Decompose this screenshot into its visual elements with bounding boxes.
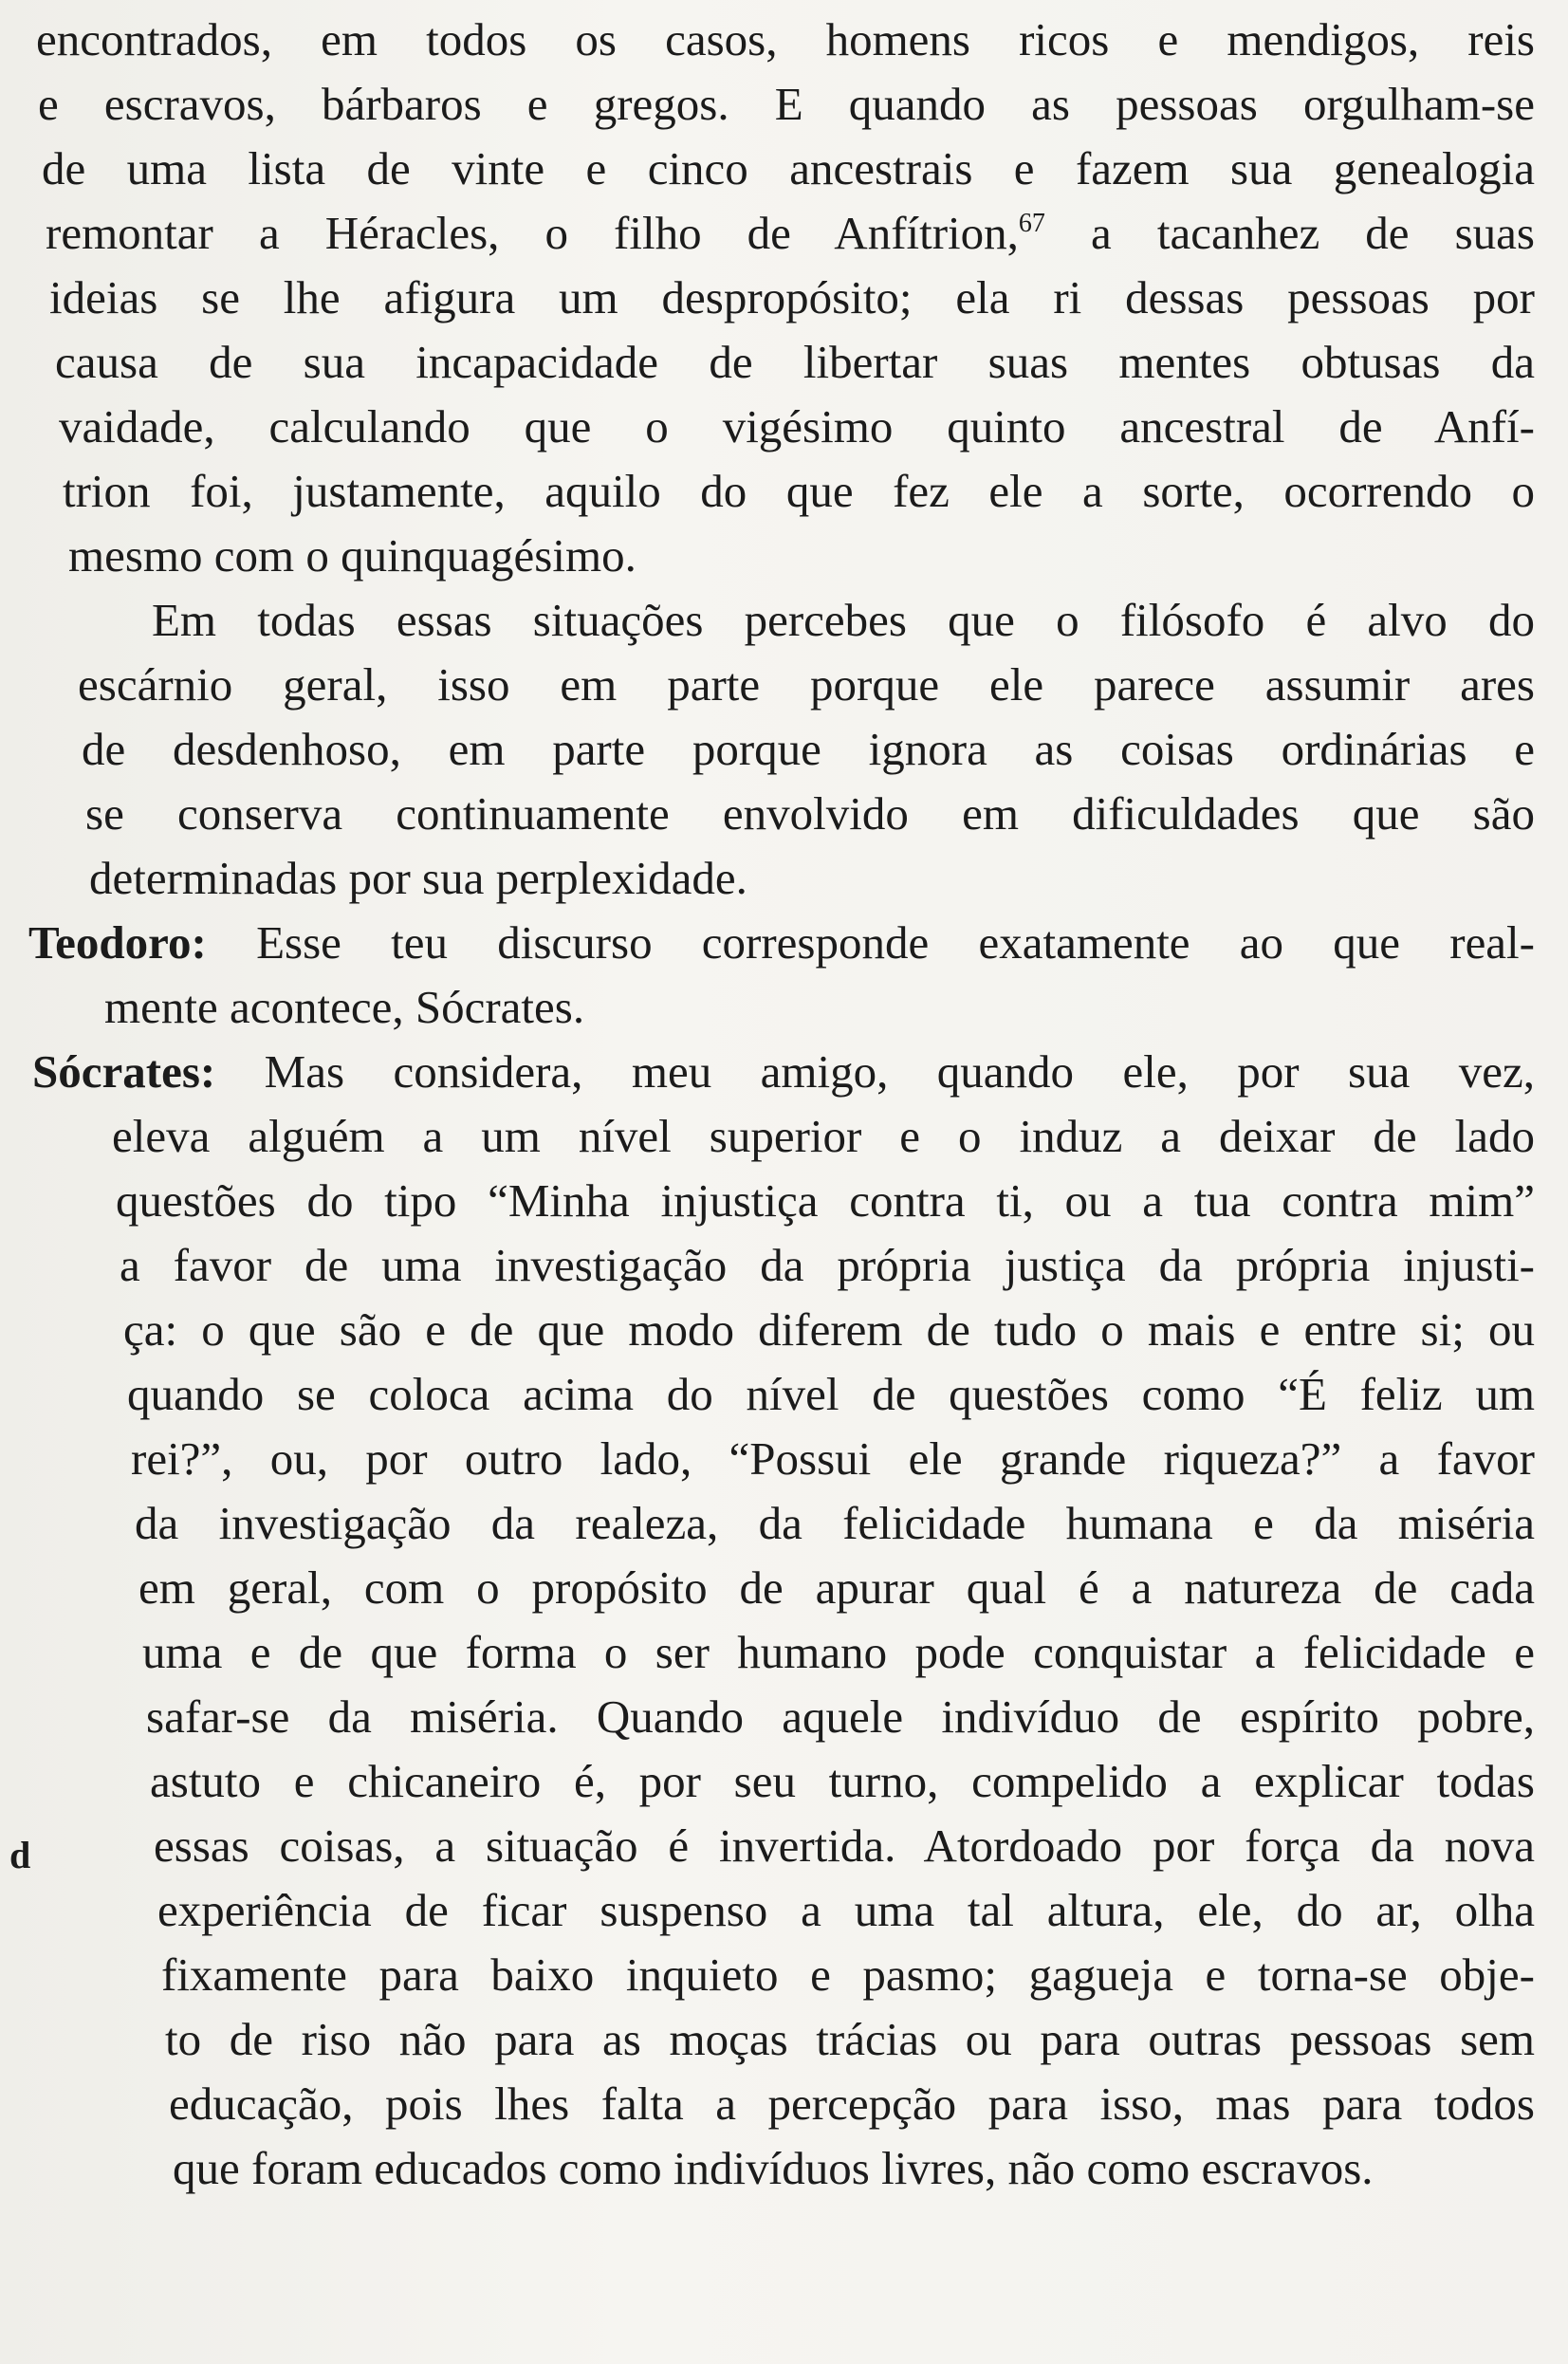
dialogue-line-socrates <box>32 1045 1535 1104</box>
text-line: ideias se lhe afigura um despropósito; ela ri dessas pessoas por <box>49 271 1535 323</box>
speaker-label: Sócrates: <box>32 1045 216 1098</box>
text-line: a favor de uma investigação da própria justiça da própria injusti- <box>120 1239 1535 1291</box>
text-line: Em todas essas situações percebes que o filósofo é alvo do <box>152 594 1535 646</box>
text-line: eleva alguém a um nível superior e o induz a deixar de lado <box>112 1110 1535 1162</box>
text-line: safar-se da miséria. Quando aquele indivíduo de espírito pobre, <box>146 1690 1535 1743</box>
text-line: encontrados, em todos os casos, homens ricos e mendigos, reis <box>36 13 1535 65</box>
text-line: uma e de que forma o ser humano pode conquistar a felicidade e <box>142 1626 1535 1678</box>
text-line: quando se coloca acima do nível de questões como “É feliz um <box>127 1368 1535 1420</box>
text-line: escárnio geral, isso em parte porque ele parece assumir ares <box>78 658 1535 711</box>
text-line: questões do tipo “Minha injustiça contra ti, ou a tua contra mim” <box>116 1174 1535 1227</box>
text-line: mente acontece, Sócrates. <box>104 981 585 1033</box>
text-line: to de riso não para as moças trácias ou para outras pessoas sem <box>165 2013 1535 2065</box>
text-line: que foram educados como indivíduos livres, não como escravos. <box>173 2142 1374 2194</box>
text-line: mesmo com o quinquagésimo. <box>68 529 636 582</box>
text-line: determinadas por sua perplexidade. <box>89 852 747 904</box>
text-line: em geral, com o propósito de apurar qual é a natureza de cada <box>138 1561 1535 1614</box>
text-line: essas coisas, a situação é invertida. Atordoado por força da nova <box>154 1819 1535 1872</box>
text-segment: a tacanhez de suas <box>1044 207 1535 259</box>
text-line: vaidade, calculando que o vigésimo quinto ancestral de Anfí- <box>59 400 1535 452</box>
text-segment: Esse teu discurso corresponde exatamente ao que real- <box>206 916 1535 969</box>
text-segment: remontar a Héracles, o filho de Anfítrion, <box>46 207 1019 259</box>
dialogue-line-teodoro <box>28 916 1535 975</box>
text-line-with-footnote <box>46 207 1535 266</box>
text-line: experiência de ficar suspenso a uma tal altura, ele, do ar, olha <box>157 1884 1535 1936</box>
text-line: trion foi, justamente, aquilo do que fez ele a sorte, ocorrendo o <box>63 465 1535 517</box>
text-line: ça: o que são e de que modo diferem de tudo o mais e entre si; ou <box>123 1303 1535 1356</box>
margin-reference-marker: d <box>9 1834 31 1876</box>
speaker-label: Teodoro: <box>28 916 207 969</box>
text-line: se conserva continuamente envolvido em dificuldades que são <box>85 787 1535 840</box>
text-line: e escravos, bárbaros e gregos. E quando as pessoas orgulham-se <box>38 78 1535 130</box>
text-line: rei?”, ou, por outro lado, “Possui ele grande riqueza?” a favor <box>131 1432 1535 1485</box>
text-line: astuto e chicaneiro é, por seu turno, compelido a explicar todas <box>150 1755 1535 1807</box>
text-segment: Mas considera, meu amigo, quando ele, por sua vez, <box>215 1045 1535 1098</box>
text-line: fixamente para baixo inquieto e pasmo; gagueja e torna-se obje- <box>161 1948 1535 2001</box>
text-line: educação, pois lhes falta a percepção para isso, mas para todos <box>169 2078 1535 2130</box>
footnote-reference[interactable]: 67 <box>1018 209 1045 238</box>
text-line: da investigação da realeza, da felicidade humana e da miséria <box>135 1497 1535 1549</box>
text-line: de desdenhoso, em parte porque ignora as coisas ordinárias e <box>82 723 1535 775</box>
text-line: causa de sua incapacidade de libertar suas mentes obtusas da <box>55 336 1535 388</box>
text-line: de uma lista de vinte e cinco ancestrais e fazem sua genealogia <box>42 142 1535 194</box>
